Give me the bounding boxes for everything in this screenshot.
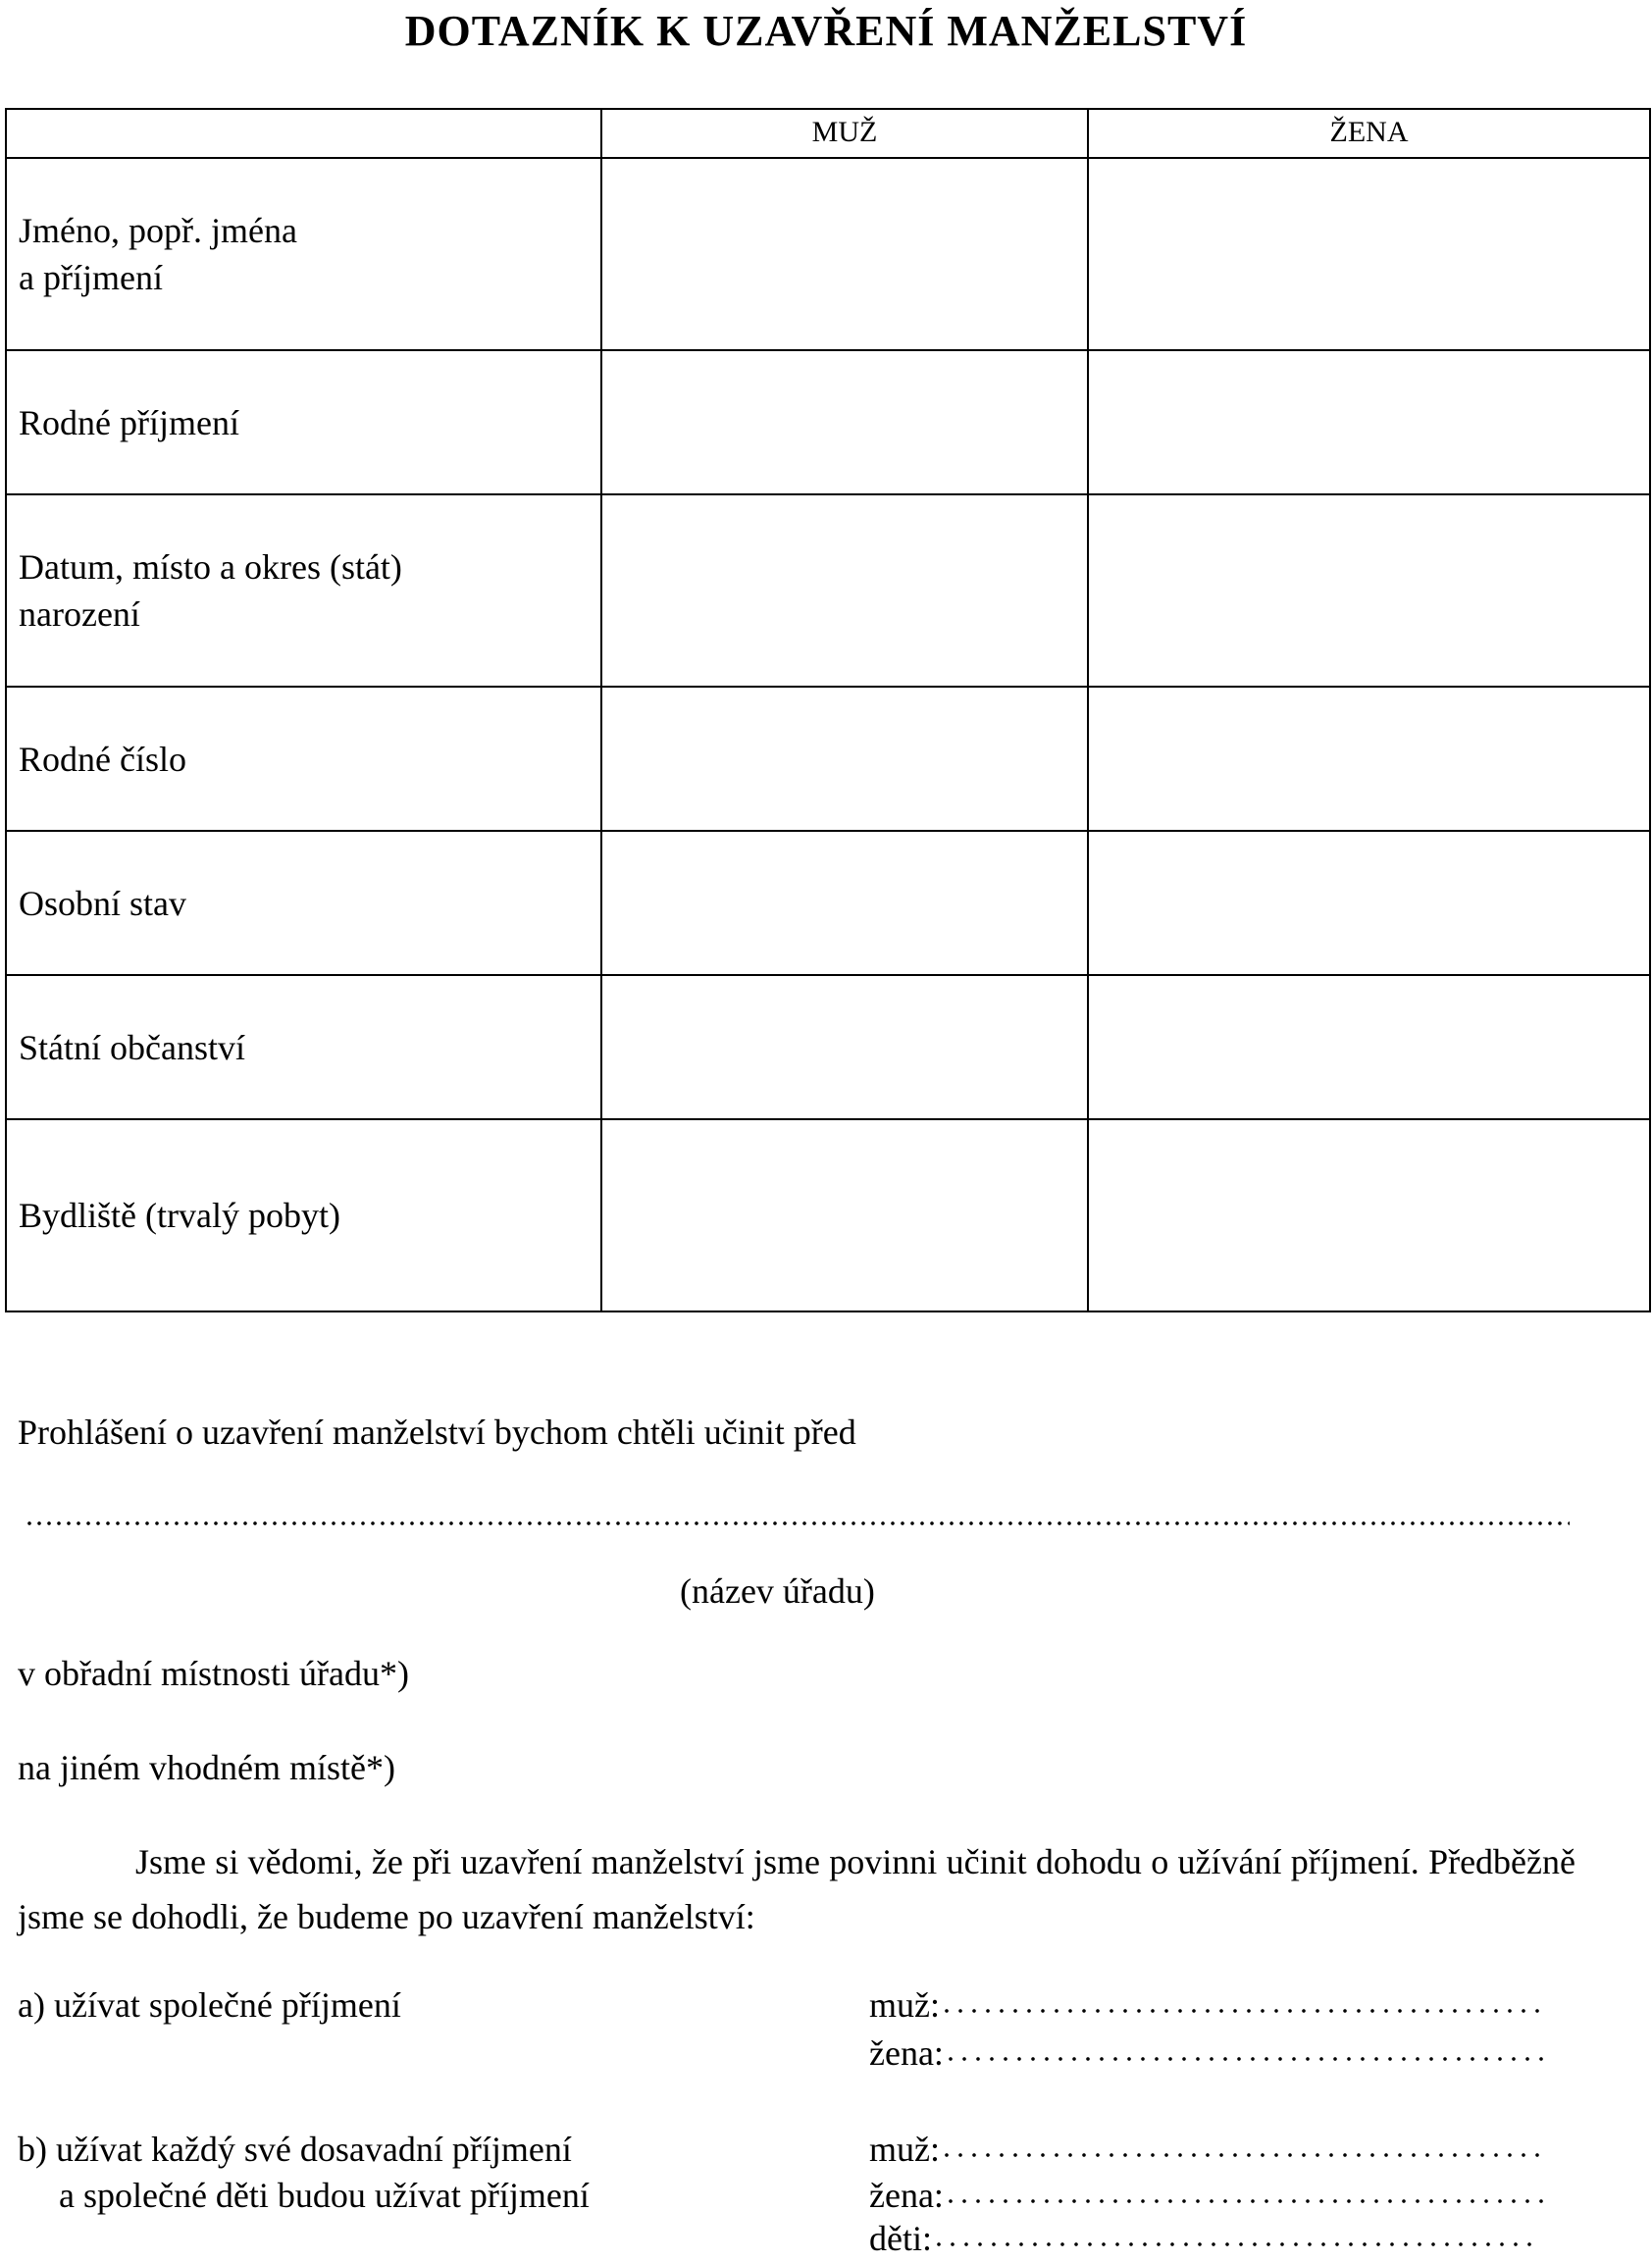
option-b-man-label: muž: <box>869 2130 940 2169</box>
option-b-woman-label: žena: <box>869 2176 944 2215</box>
option-a-man-field[interactable] <box>940 2005 1548 2017</box>
option-a-woman-row <box>869 2030 1552 2077</box>
header-woman: ŽENA <box>1088 109 1650 158</box>
table-row <box>6 975 1650 1119</box>
row-label-birth-surname: Rodné příjmení <box>6 350 601 494</box>
row-label-marital-status: Osobní stav <box>6 831 601 975</box>
option-b-woman-row <box>869 2172 1552 2219</box>
marital-status-woman-field[interactable] <box>1088 831 1650 975</box>
option-a-man-label: muž: <box>869 1985 940 2025</box>
table-row <box>6 494 1650 687</box>
birth-number-man-field[interactable] <box>601 687 1088 831</box>
birth-date-place-man-field[interactable] <box>601 494 1088 687</box>
row-label-birth-date-place: Datum, místo a okres (stát) narození <box>6 494 601 687</box>
table-header-row <box>6 109 1650 158</box>
row-label-birth-number: Rodné číslo <box>6 687 601 831</box>
birth-date-place-woman-field[interactable] <box>1088 494 1650 687</box>
marital-status-man-field[interactable] <box>601 831 1088 975</box>
form-title: DOTAZNÍK K UZAVŘENÍ MANŽELSTVÍ <box>404 7 1248 55</box>
option-b-man-row <box>869 2126 1548 2173</box>
citizenship-woman-field[interactable] <box>1088 975 1650 1119</box>
birth-surname-woman-field[interactable] <box>1088 350 1650 494</box>
option-a-label: a) užívat společné příjmení <box>18 1985 401 2025</box>
option-a-man-row <box>869 1981 1548 2029</box>
row-label-name: Jméno, popř. jména a příjmení <box>6 158 601 350</box>
header-empty-cell <box>6 109 601 158</box>
citizenship-man-field[interactable] <box>601 975 1088 1119</box>
option-b-children-field[interactable] <box>932 2238 1540 2250</box>
option-ceremony-room[interactable]: v obřadní místnosti úřadu*) <box>18 1654 409 1693</box>
option-b-children-label: děti: <box>869 2219 932 2258</box>
declaration-text: Prohlášení o uzavření manželství bychom chtěli učinit před <box>18 1413 856 1452</box>
option-b-man-field[interactable] <box>940 2149 1548 2161</box>
birth-surname-man-field[interactable] <box>601 350 1088 494</box>
table-row <box>6 1119 1650 1311</box>
applicant-table <box>5 108 1651 1312</box>
table-row <box>6 831 1650 975</box>
option-b-label-line2: a společné děti budou užívat příjmení <box>59 2176 590 2215</box>
option-other-place[interactable]: na jiném vhodném místě*) <box>18 1748 395 1787</box>
name-woman-field[interactable] <box>1088 158 1650 350</box>
birth-number-woman-field[interactable] <box>1088 687 1650 831</box>
option-b-woman-field[interactable] <box>944 2195 1552 2207</box>
option-b-children-row <box>869 2215 1540 2262</box>
header-man: MUŽ <box>601 109 1088 158</box>
name-man-field[interactable] <box>601 158 1088 350</box>
option-a-woman-field[interactable] <box>944 2053 1552 2065</box>
office-name-field[interactable] <box>25 1517 1570 1529</box>
residence-man-field[interactable] <box>601 1119 1088 1311</box>
table-row <box>6 158 1650 350</box>
option-b-label-line1: b) užívat každý své dosavadní příjmení <box>18 2130 572 2169</box>
row-label-residence: Bydliště (trvalý pobyt) <box>6 1119 601 1311</box>
option-a-woman-label: žena: <box>869 2033 944 2073</box>
row-label-citizenship: Státní občanství <box>6 975 601 1119</box>
surname-agreement-paragraph: Jsme si vědomi, že při uzavření manželství jsme povinni učinit dohodu o užívání příjmení. Předběžně jsme se dohodli, že budeme po uzavření manželství: <box>18 1842 1575 1936</box>
residence-woman-field[interactable] <box>1088 1119 1650 1311</box>
office-name-caption: (název úřadu) <box>680 1571 875 1611</box>
table-row <box>6 687 1650 831</box>
table-row <box>6 350 1650 494</box>
